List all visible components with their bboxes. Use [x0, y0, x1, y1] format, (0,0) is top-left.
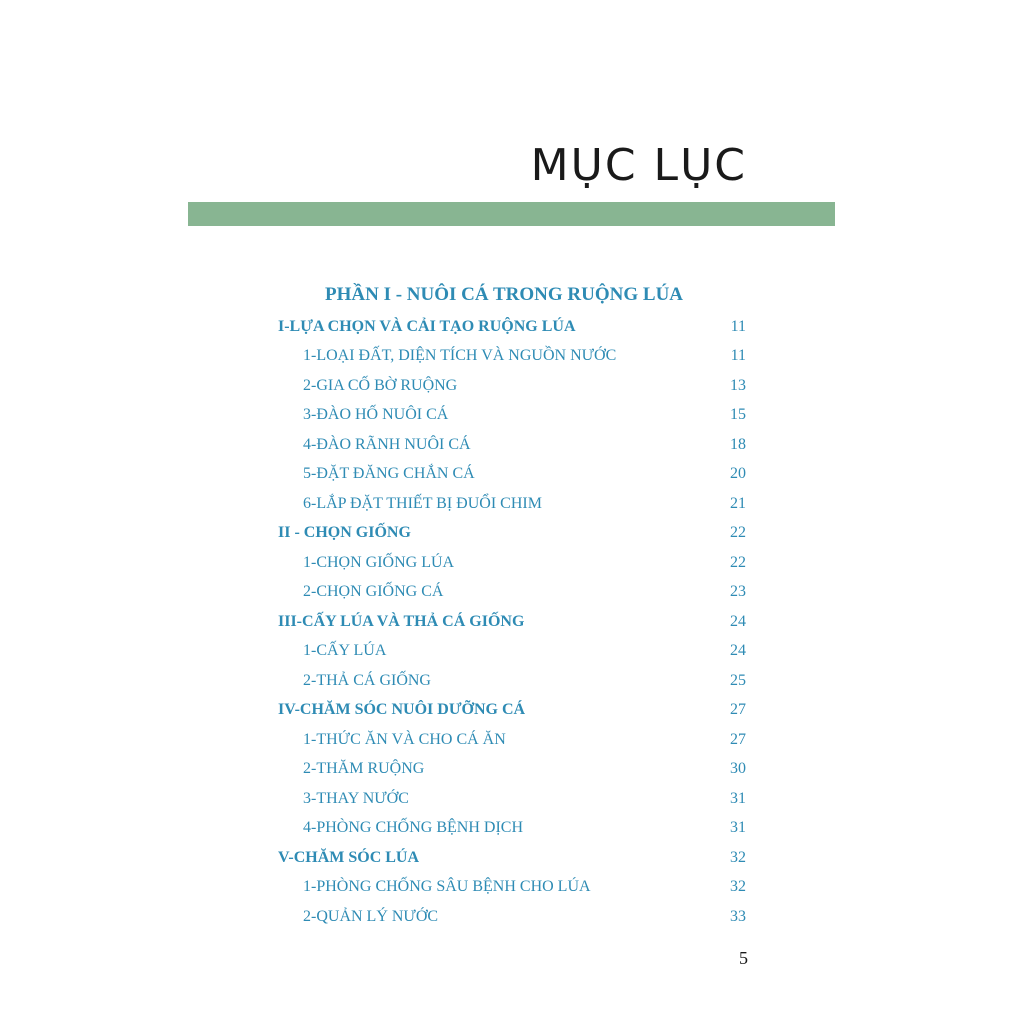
toc-subsection-row — [278, 548, 746, 578]
toc-entry-label: 6-LẮP ĐẶT THIẾT BỊ ĐUỔI CHIM — [303, 494, 542, 512]
toc-entry-page: 31 — [730, 819, 746, 837]
toc-entry-label: 1-CẤY LÚA — [303, 642, 387, 660]
toc-entry-label: 4-PHÒNG CHỐNG BỆNH DỊCH — [303, 819, 523, 837]
toc-entry-page: 30 — [730, 760, 746, 778]
toc-entry-label: 1-CHỌN GIỐNG LÚA — [303, 553, 455, 571]
toc-entry-label: IV-CHĂM SÓC NUÔI DƯỠNG CÁ — [278, 701, 526, 719]
toc-section-row — [278, 843, 746, 873]
toc-subsection-row — [278, 489, 746, 519]
toc-entry-label: V-CHĂM SÓC LÚA — [278, 848, 420, 866]
toc-entry-page: 11 — [730, 347, 746, 365]
toc-entry-label: 2-THẢ CÁ GIỐNG — [303, 671, 431, 689]
toc-subsection-row — [278, 666, 746, 696]
toc-entry-page: 23 — [730, 583, 746, 601]
toc-section-row — [278, 607, 746, 637]
toc-subsection-row — [278, 401, 746, 431]
toc-subsection-row — [278, 784, 746, 814]
toc-entry-label: III-CẤY LÚA VÀ THẢ CÁ GIỐNG — [278, 612, 525, 630]
toc-entry-label: 2-QUẢN LÝ NƯỚC — [303, 907, 439, 925]
table-of-contents — [278, 312, 746, 932]
toc-subsection-row — [278, 430, 746, 460]
toc-entry-page: 31 — [730, 789, 746, 807]
toc-entry-page: 21 — [730, 494, 746, 512]
page-title: MỤC LỤC — [530, 140, 747, 191]
toc-entry-page: 20 — [730, 465, 746, 483]
toc-entry-page: 18 — [730, 435, 746, 453]
toc-entry-page: 27 — [730, 730, 746, 748]
toc-entry-page: 25 — [730, 671, 746, 689]
toc-entry-page: 24 — [730, 642, 746, 660]
toc-subsection-row — [278, 578, 746, 608]
toc-subsection-row — [278, 902, 746, 932]
toc-entry-page: 22 — [730, 553, 746, 571]
toc-entry-label: 1-THỨC ĂN VÀ CHO CÁ ĂN — [303, 730, 506, 748]
toc-entry-page: 15 — [730, 406, 746, 424]
toc-section-row — [278, 696, 746, 726]
toc-entry-label: 5-ĐẶT ĐĂNG CHẮN CÁ — [303, 465, 475, 483]
toc-entry-label: 2-GIA CỐ BỜ RUỘNG — [303, 376, 458, 394]
toc-entry-label: 1-PHÒNG CHỐNG SÂU BỆNH CHO LÚA — [303, 878, 591, 896]
toc-entry-page: 32 — [730, 848, 746, 866]
toc-subsection-row — [278, 460, 746, 490]
toc-entry-page: 24 — [730, 612, 746, 630]
toc-subsection-row — [278, 637, 746, 667]
toc-entry-label: 4-ĐÀO RÃNH NUÔI CÁ — [303, 435, 471, 453]
toc-section-row — [278, 312, 746, 342]
page-number: 5 — [739, 948, 748, 968]
toc-entry-page: 13 — [730, 376, 746, 394]
title-underline-bar — [188, 202, 835, 226]
toc-entry-label: II - CHỌN GIỐNG — [278, 524, 411, 542]
toc-subsection-row — [278, 755, 746, 785]
toc-entry-label: I-LỰA CHỌN VÀ CẢI TẠO RUỘNG LÚA — [278, 317, 576, 335]
toc-entry-label: 2-CHỌN GIỐNG CÁ — [303, 583, 444, 601]
toc-section-row — [278, 519, 746, 549]
toc-subsection-row — [278, 342, 746, 372]
toc-entry-page: 11 — [730, 317, 746, 335]
toc-subsection-row — [278, 725, 746, 755]
part-title: PHẦN I - NUÔI CÁ TRONG RUỘNG LÚA — [325, 284, 684, 305]
toc-entry-page: 33 — [730, 907, 746, 925]
toc-subsection-row — [278, 814, 746, 844]
toc-subsection-row — [278, 873, 746, 903]
toc-entry-page: 27 — [730, 701, 746, 719]
toc-entry-label: 2-THĂM RUỘNG — [303, 760, 425, 778]
toc-subsection-row — [278, 371, 746, 401]
toc-entry-page: 32 — [730, 878, 746, 896]
toc-entry-label: 3-ĐÀO HỐ NUÔI CÁ — [303, 406, 449, 424]
toc-entry-label: 3-THAY NƯỚC — [303, 789, 409, 807]
toc-entry-label: 1-LOẠI ĐẤT, DIỆN TÍCH VÀ NGUỒN NƯỚC — [303, 347, 617, 365]
toc-entry-page: 22 — [730, 524, 746, 542]
